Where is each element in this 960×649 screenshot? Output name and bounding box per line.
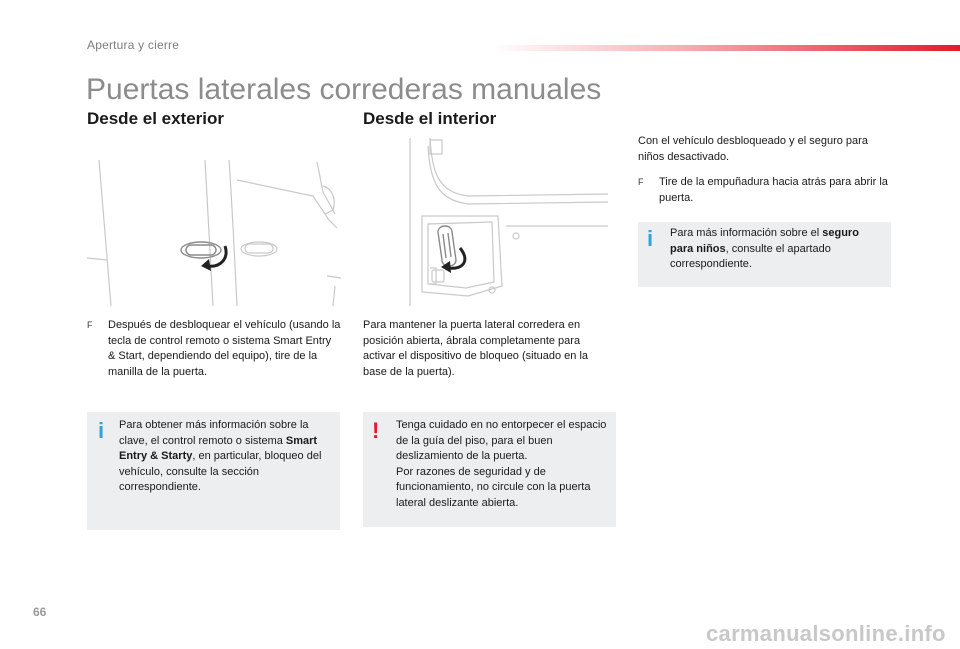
exterior-info-after: , en particular, bloqueo del vehículo, consulte la sección correspondiente.: [119, 450, 322, 493]
interior-door-drawing: [408, 136, 608, 306]
interior-door-illustration: [408, 136, 608, 306]
exterior-door-illustration: [87, 158, 341, 306]
exterior-door-drawing: [87, 158, 341, 306]
exterior-bullet-text: Después de desbloquear el vehículo (usando la tecla de control remoto o sistema Smart Entry & Start, dependiendo del equipo), tire de la manilla de la puerta.: [108, 319, 341, 378]
screw-icon: [513, 233, 519, 239]
mirror-outline: [323, 186, 334, 214]
door-gap-line: [205, 160, 213, 306]
sill-line-left: [87, 258, 107, 260]
heading-interior: Desde el interior: [363, 109, 497, 128]
right-bullet: [638, 175, 893, 206]
exterior-bullet: [87, 318, 341, 380]
right-bullet-text: Tire de la empuñadura hacia atrás para abrir la puerta.: [659, 176, 888, 204]
front-handle-grip: [186, 245, 216, 255]
info-icon: i: [647, 226, 654, 251]
bullet-icon: F: [638, 177, 644, 187]
watermark: carmanualsonline.info: [706, 621, 946, 646]
info-icon: i: [98, 418, 105, 443]
door-edge-line: [99, 160, 111, 306]
page-title: Puertas laterales correderas manuales: [86, 73, 602, 106]
bullet-icon: F: [87, 320, 93, 330]
interior-warning-box: [363, 412, 616, 527]
warning-icon: !: [372, 418, 380, 443]
heading-exterior: Desde el exterior: [87, 109, 225, 128]
top-latch-outline: [430, 140, 442, 154]
warning-line-1: Tenga cuidado en no entorpecer el espacio de la guía del piso, para el buen deslizamiento de la puerta.: [396, 419, 607, 462]
window-line-upper: [430, 138, 608, 196]
right-info-text: [670, 226, 882, 273]
exterior-info-text: [119, 418, 324, 496]
interior-handle-grip: [443, 233, 451, 258]
right-info-box: [638, 222, 891, 287]
right-info-after: , consulte el apartado correspondiente.: [670, 242, 831, 270]
body-seam-line: [229, 160, 237, 306]
exterior-info-bold: Smart Entry & Starty: [119, 434, 318, 462]
section-header: Apertura y cierre: [87, 38, 180, 52]
warning-line-2: Por razones de seguridad y de funcionamiento, no circule con la puerta lateral deslizante abierta.: [396, 465, 591, 509]
interior-handle-outline: [438, 226, 456, 266]
interior-paragraph: Para mantener la puerta lateral corredera en posición abierta, ábrala completamente para activar el dispositivo de bloqueo (situado en la base de la puerta).: [363, 319, 589, 378]
right-intro: Con el vehículo desbloqueado y el seguro para niños desactivado.: [638, 135, 868, 163]
wheel-arch-line: [333, 286, 335, 306]
pull-arrowhead-icon: [201, 259, 211, 271]
exterior-info-box: [87, 412, 340, 530]
page-number: 66: [33, 605, 47, 619]
sill-line-right: [327, 276, 341, 278]
header-accent-bar: [490, 45, 960, 51]
exterior-info-before: Para obtener más información sobre la clave, el control remoto o sistema: [119, 419, 309, 447]
right-info-bold: seguro para niños: [670, 227, 859, 255]
right-info-before: Para más información sobre el: [670, 227, 823, 239]
interior-warning-text: [396, 418, 612, 511]
rear-handle-grip: [245, 244, 273, 253]
lock-device-body: [432, 270, 444, 282]
